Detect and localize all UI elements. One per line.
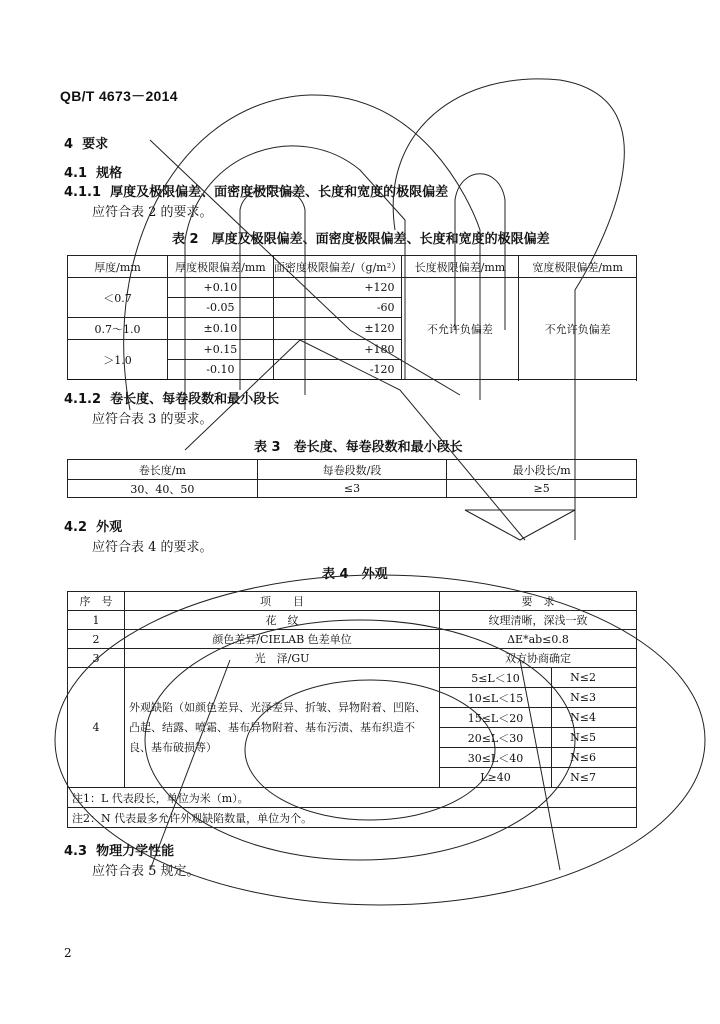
t4-header-item: 项 目 [125, 592, 440, 611]
table3 [67, 459, 637, 498]
table4-caption: 表 4 外观 [322, 567, 388, 582]
t4-row4-no: 4 [68, 668, 125, 788]
table2-caption: 表 2 厚度及极限偏差、面密度极限偏差、长度和宽度的极限偏差 [172, 232, 550, 247]
t4-row2-req: ΔE*ab≤0.8 [439, 630, 636, 649]
t2-header-density-dev: 面密度极限偏差/（g/m²） [273, 256, 401, 278]
t2-row3-dev-plus: +0.15 [167, 340, 273, 360]
t4-header-no: 序 号 [68, 592, 125, 611]
t2-header-thick-dev: 厚度极限偏差/mm [167, 256, 273, 278]
t4-sub-n: N≤4 [551, 708, 636, 728]
t4-sub-n: N≤6 [551, 748, 636, 768]
t4-row2-no: 2 [68, 630, 125, 649]
t4-sub-range: 15≤L＜20 [439, 708, 551, 728]
t4-sub-range: L≥40 [439, 768, 551, 788]
t4-sub-range: 20≤L＜30 [439, 728, 551, 748]
section-4-3-heading: 4.3 物理力学性能 [64, 844, 175, 859]
t4-row1-no: 1 [68, 611, 125, 630]
t3-header-roll-length: 卷长度/m [68, 460, 258, 480]
t2-row3-thickness: ＞1.0 [68, 340, 168, 380]
t2-row1-dev-plus: +0.10 [167, 278, 273, 298]
t4-sub-range: 10≤L＜15 [439, 688, 551, 708]
t2-row1-dev-minus: -0.05 [167, 298, 273, 318]
section-4-2-heading: 4.2 外观 [64, 520, 123, 535]
t2-row1-den-minus: -60 [273, 298, 401, 318]
section-4-1-2-body: 应符合表 3 的要求。 [92, 412, 213, 427]
t2-row3-dev-minus: -0.10 [167, 360, 273, 380]
table4 [67, 591, 637, 828]
t4-sub-n: N≤2 [551, 668, 636, 688]
t3-roll-length: 30、40、50 [68, 480, 258, 498]
t2-row2-dev: ±0.10 [167, 318, 273, 340]
t4-note2: 注2：N 代表最多允许外观缺陷数量，单位为个。 [68, 808, 637, 828]
t2-width-dev: 不允许负偏差 [519, 278, 637, 380]
t2-row2-thickness: 0.7～1.0 [68, 318, 168, 340]
t4-row3-item: 光 泽/GU [125, 649, 440, 668]
t4-row3-req: 双方协商确定 [439, 649, 636, 668]
t2-row3-den-plus: +180 [273, 340, 401, 360]
t4-sub-range: 5≤L＜10 [439, 668, 551, 688]
t4-sub-n: N≤5 [551, 728, 636, 748]
section-4-heading: 4 要求 [64, 137, 109, 152]
section-4-2-body: 应符合表 4 的要求。 [92, 540, 213, 555]
t4-row4-item: 外观缺陷（如颜色差异、光泽差异、折皱、异物附着、凹陷、凸起、结露、喷霜、基布异物附着、基布污渍、基布织造不良、基布破损等） [125, 668, 440, 788]
table2 [67, 255, 637, 380]
t2-header-length-dev: 长度极限偏差/mm [401, 256, 519, 278]
t4-note1: 注1：L 代表段长，单位为米（m）。 [68, 788, 637, 808]
t2-header-width-dev: 宽度极限偏差/mm [519, 256, 637, 278]
t2-row3-den-minus: -120 [273, 360, 401, 380]
t4-sub-range: 30≤L＜40 [439, 748, 551, 768]
section-4-1-1-heading: 4.1.1 厚度及极限偏差、面密度极限偏差、长度和宽度的极限偏差 [64, 185, 449, 200]
t2-header-thickness: 厚度/mm [68, 256, 168, 278]
table3-caption: 表 3 卷长度、每卷段数和最小段长 [254, 440, 463, 455]
t4-row1-req: 纹理清晰，深浅一致 [439, 611, 636, 630]
t3-segments: ≤3 [257, 480, 447, 498]
section-4-3-body: 应符合表 5 规定。 [92, 864, 200, 879]
section-4-1-heading: 4.1 规格 [64, 166, 123, 181]
t2-row2-den: ±120 [273, 318, 401, 340]
t4-row3-no: 3 [68, 649, 125, 668]
t2-length-dev: 不允许负偏差 [401, 278, 519, 380]
t2-row1-den-plus: +120 [273, 278, 401, 298]
section-4-1-2-heading: 4.1.2 卷长度、每卷段数和最小段长 [64, 392, 280, 407]
t4-row2-item: 颜色差异/CIELAB 色差单位 [125, 630, 440, 649]
t3-header-min-length: 最小段长/m [447, 460, 637, 480]
watermark-cube-top [465, 510, 575, 540]
standard-code: QB/T 4673－2014 [60, 88, 178, 104]
section-4-1-1-body: 应符合表 2 的要求。 [92, 205, 213, 220]
page-number: 2 [64, 946, 72, 960]
t4-sub-n: N≤3 [551, 688, 636, 708]
t4-row1-item: 花 纹 [125, 611, 440, 630]
t3-header-segments: 每卷段数/段 [257, 460, 447, 480]
t4-sub-n: N≤7 [551, 768, 636, 788]
t3-min-length: ≥5 [447, 480, 637, 498]
t4-header-req: 要 求 [439, 592, 636, 611]
t2-row1-thickness: ＜0.7 [68, 278, 168, 318]
